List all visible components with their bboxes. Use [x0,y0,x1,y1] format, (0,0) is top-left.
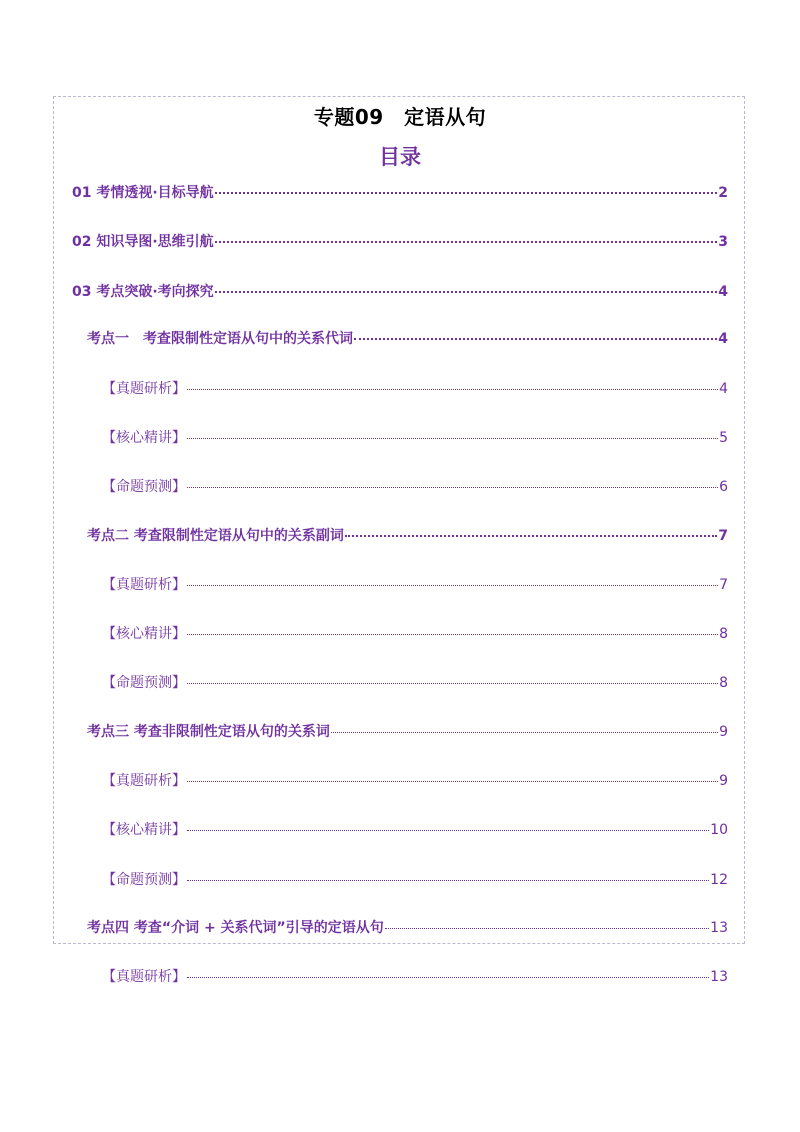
dot-leader [187,830,709,831]
dot-leader [187,634,718,635]
toc-item-label: 【真题研析】 [102,577,186,593]
toc-item-page: 9 [719,773,728,789]
toc-item-label: 考点二 考查限制性定语从句中的关系副词 [87,528,344,544]
dot-leader [187,389,718,390]
toc-item-page: 4 [718,284,728,300]
dot-leader [187,487,718,488]
dot-leader [187,781,718,782]
toc-item-page: 3 [718,234,728,250]
toc-item-page: 6 [719,479,728,495]
dot-leader [215,241,718,243]
dot-leader [187,977,709,978]
dot-leader [187,880,709,881]
toc-item-topic-3-core[interactable] [102,819,728,843]
toc-item-label: 【核心精讲】 [102,430,186,446]
toc-item-topic-1-core[interactable] [102,427,728,451]
toc-item-topic-1[interactable] [87,328,728,352]
toc-heading: 目录 [379,145,421,169]
toc-item-page: 12 [710,872,728,888]
toc-item-page: 4 [718,331,728,347]
toc-item-page: 4 [719,381,728,397]
toc-item-page: 13 [710,969,728,985]
toc-item-label: 【命题预测】 [102,675,186,691]
toc-item-page: 9 [719,724,728,740]
toc-item-topic-4[interactable] [87,917,728,941]
dot-leader [385,928,709,929]
toc-item-page: 8 [719,675,728,691]
dot-leader [187,585,718,586]
toc-item-page: 5 [719,430,728,446]
toc-item-label: 【命题预测】 [102,872,186,888]
toc-item-label: 【真题研析】 [102,381,186,397]
toc-item-label: 【真题研析】 [102,773,186,789]
toc-item-section-03[interactable] [72,281,728,305]
document-title: 专题09 定语从句 [313,105,487,129]
toc-item-label: 【真题研析】 [102,969,186,985]
toc-item-topic-1-exam[interactable] [102,378,728,402]
toc-item-label: 【核心精讲】 [102,822,186,838]
dot-leader [215,192,718,194]
dot-leader [187,683,718,684]
toc-item-label: 【核心精讲】 [102,626,186,642]
dot-leader [187,438,718,439]
toc-item-page: 2 [718,185,728,201]
toc-item-topic-3-predict[interactable] [102,869,728,893]
toc-item-label: 考点一 考查限制性定语从句中的关系代词 [87,331,353,347]
toc-item-label: 03 考点突破·考向探究 [72,284,214,300]
dot-leader [345,535,717,537]
toc-item-topic-1-predict[interactable] [102,476,728,500]
toc-item-page: 10 [710,822,728,838]
toc-item-page: 13 [710,920,728,936]
toc-item-label: 【命题预测】 [102,479,186,495]
toc-item-topic-4-exam[interactable] [102,966,728,990]
toc-item-section-01[interactable] [72,182,728,206]
dot-leader [215,291,718,293]
toc-item-topic-3[interactable] [87,721,728,745]
toc-item-topic-2[interactable] [87,525,728,549]
toc-item-page: 7 [719,577,728,593]
dot-leader [331,732,718,733]
page-border [53,96,745,944]
toc-item-page: 8 [719,626,728,642]
toc-item-topic-3-exam[interactable] [102,770,728,794]
dot-leader [354,338,717,340]
toc-item-label: 考点四 考查“介词 + 关系代词”引导的定语从句 [87,920,384,936]
toc-item-section-02[interactable] [72,231,728,255]
toc-item-label: 01 考情透视·目标导航 [72,185,214,201]
toc-item-topic-2-exam[interactable] [102,574,728,598]
toc-item-page: 7 [718,528,728,544]
toc-item-label: 考点三 考查非限制性定语从句的关系词 [87,724,330,740]
toc-item-topic-2-predict[interactable] [102,672,728,696]
toc-item-topic-2-core[interactable] [102,623,728,647]
toc-item-label: 02 知识导图·思维引航 [72,234,214,250]
